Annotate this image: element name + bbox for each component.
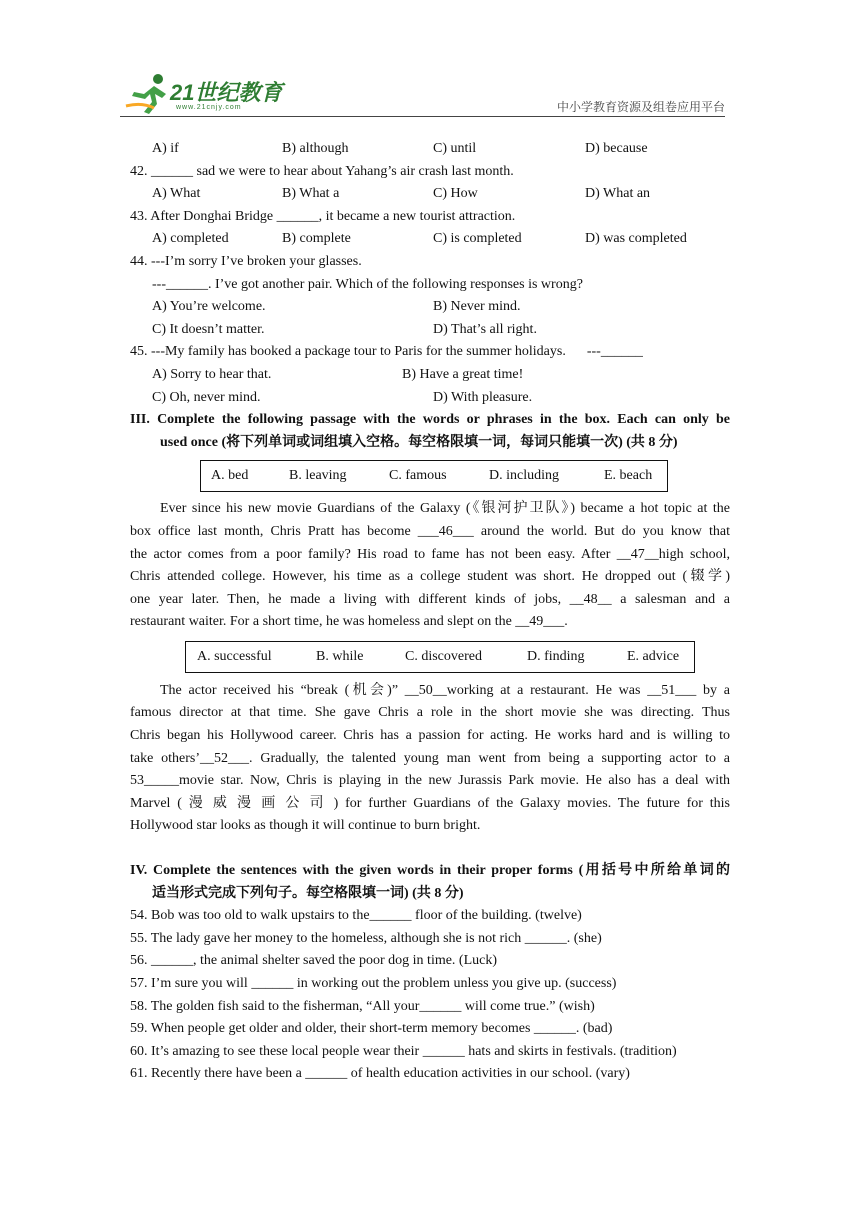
- q44-stem-2: ---______. I’ve got another pair. Which of the following responses is wrong?: [152, 276, 583, 292]
- passage-line: Ever since his new movie Guardians of the Galaxy (《银河护卫队》) became a hot topic at the: [160, 501, 730, 517]
- q44-option-a: A) You’re welcome.: [152, 299, 266, 315]
- passage-line: Hollywood star looks as though it will continue to burn bright.: [130, 818, 481, 834]
- passage-line: the actor comes from a poor family? His road to fame has not been easy. After __47__high school,: [130, 546, 730, 562]
- passage-line: take others’__52___. Gradually, the talented young man went from being a supporting actor to a: [130, 750, 730, 766]
- q41-option-b: B) although: [282, 141, 349, 156]
- q43-stem: 43. After Donghai Bridge ______, it became a new tourist attraction.: [130, 208, 516, 224]
- q43-options: [130, 228, 730, 251]
- sentence-item: 56. ______, the animal shelter saved the poor dog in time. (Luck): [130, 953, 498, 969]
- word-box-2-wrap: [130, 634, 730, 680]
- q41-option-d: D) because: [585, 141, 648, 156]
- passage-line: Chris began his Hollywood career. Chris has a passion for acting. He works hard and is willing to: [130, 728, 730, 744]
- sentence-item: 58. The golden fish said to the fisherman, “All your______ will come true.” (wish): [130, 998, 595, 1014]
- q42-option-b: B) What a: [282, 186, 340, 202]
- sentence-item: 60. It’s amazing to see these local people wear their ______ hats and skirts in festivals. (tradition): [130, 1043, 677, 1059]
- word-box-1: [200, 460, 668, 492]
- word-box-2-item: E. advice: [627, 648, 680, 664]
- q42-option-a: A) What: [152, 186, 201, 202]
- passage-paragraph-2: [130, 680, 730, 838]
- section-3-heading: [130, 409, 730, 454]
- section-4-heading-line1: IV. Complete the sentences with the given words in their proper forms (用括号中所给单词的: [130, 863, 730, 879]
- sentence-item: 59. When people get older and older, their short-term memory becomes ______. (bad): [130, 1021, 613, 1037]
- word-box-2-item: D. finding: [527, 648, 585, 664]
- word-box-2: [185, 641, 695, 673]
- q44-stem-1: 44. ---I’m sorry I’ve broken your glasses.: [130, 253, 362, 269]
- passage-line: The actor received his “break (机会)” __50__working at a restaurant. He was __51___ by a: [160, 682, 730, 698]
- section-4-heading: [130, 860, 730, 905]
- header-divider: [120, 116, 725, 117]
- sentence-item: 57. I’m sure you will ______ in working out the problem unless you give up. (success): [130, 976, 617, 991]
- section-3-heading-line2: used once (将下列单词或词组填入空格。每空格限填一词，每词只能填一次) (共 8 分): [160, 434, 678, 450]
- passage-line: box office last month, Chris Pratt has become ___46___ around the world. But do you know that: [130, 523, 730, 539]
- word-box-1-item: A. bed: [211, 468, 249, 484]
- q45-option-a: A) Sorry to hear that.: [152, 366, 272, 382]
- q44-options-row1: [130, 296, 730, 319]
- word-box-1-wrap: [130, 454, 730, 498]
- passage-line: restaurant waiter. For a short time, he was homeless and slept on the __49___.: [130, 614, 568, 630]
- runner-logo-icon: [124, 72, 172, 116]
- q45-options-row1: [130, 364, 730, 387]
- passage-paragraph-1: [130, 498, 730, 634]
- q44-option-c: C) It doesn’t matter.: [152, 321, 265, 337]
- section-3-heading-line1: III. Complete the following passage with the words or phrases in the box. Each can only be: [130, 412, 730, 428]
- word-box-2-item: B. while: [316, 648, 364, 664]
- q44-option-d: D) That’s all right.: [433, 321, 537, 337]
- word-box-2-item: C. discovered: [405, 648, 482, 664]
- q42-stem: 42. ______ sad we were to hear about Yahang’s air crash last month.: [130, 163, 514, 179]
- q41-option-c: C) until: [433, 141, 477, 156]
- word-box-1-item: E. beach: [604, 468, 653, 484]
- word-box-1-item: C. famous: [389, 468, 447, 484]
- q43-option-a: A) completed: [152, 231, 229, 247]
- word-box-2-item: A. successful: [197, 648, 272, 664]
- q45-option-b: B) Have a great time!: [402, 366, 524, 382]
- q44-options-row2: [130, 319, 730, 342]
- section-4-heading-line2: 适当形式完成下列句子。每空格限填一词) (共 8 分): [152, 885, 464, 901]
- q43-option-b: B) complete: [282, 231, 351, 247]
- q45-options-row2: [130, 387, 730, 410]
- passage-line: famous director at that time. She gave Chris a role in the short movie she was directing. Thus: [130, 705, 730, 721]
- page-content: [130, 138, 730, 1086]
- q41-option-a: A) if: [152, 141, 179, 156]
- q42-options: [130, 183, 730, 206]
- passage-line: Marvel ( 漫 威 漫 画 公 司 ) for further Guardians of the Galaxy movies. The future for this: [130, 795, 730, 811]
- sentence-item: 55. The lady gave her money to the homeless, although she is not rich ______. (she): [130, 930, 602, 946]
- passage-line: one year later. Then, he made a living with different kinds of jobs, __48__ a salesman and a: [130, 591, 730, 607]
- q45-option-d: D) With pleasure.: [433, 389, 533, 405]
- page-header: [120, 66, 725, 116]
- q43-option-d: D) was completed: [585, 231, 687, 247]
- header-platform-text: 中小学教育资源及组卷应用平台: [556, 100, 725, 114]
- word-box-1-item: D. including: [489, 468, 559, 484]
- q45-option-c: C) Oh, never mind.: [152, 389, 261, 405]
- logo-text: 21世纪教育: [170, 80, 283, 105]
- q45-stem: 45. ---My family has booked a package tour to Paris for the summer holidays. ---______: [130, 344, 643, 360]
- sentence-item: 61. Recently there have been a ______ of health education activities in our school. (vary): [130, 1066, 630, 1082]
- q43-option-c: C) is completed: [433, 231, 522, 247]
- passage-line: 53_____movie star. Now, Chris is playing in the new Jurassis Park movie. He also has a deal with: [130, 773, 730, 789]
- passage-line: Chris attended college. However, his time as a college student was short. He dropped out (辍学): [130, 569, 730, 585]
- q44-option-b: B) Never mind.: [433, 299, 521, 315]
- word-box-1-item: B. leaving: [289, 468, 347, 484]
- sentence-item: 54. Bob was too old to walk upstairs to the______ floor of the building. (twelve): [130, 908, 582, 924]
- q42-option-d: D) What an: [585, 186, 651, 202]
- q42-option-c: C) How: [433, 186, 478, 202]
- q41-options: [130, 138, 730, 161]
- logo-url: www.21cnjy.com: [176, 104, 242, 111]
